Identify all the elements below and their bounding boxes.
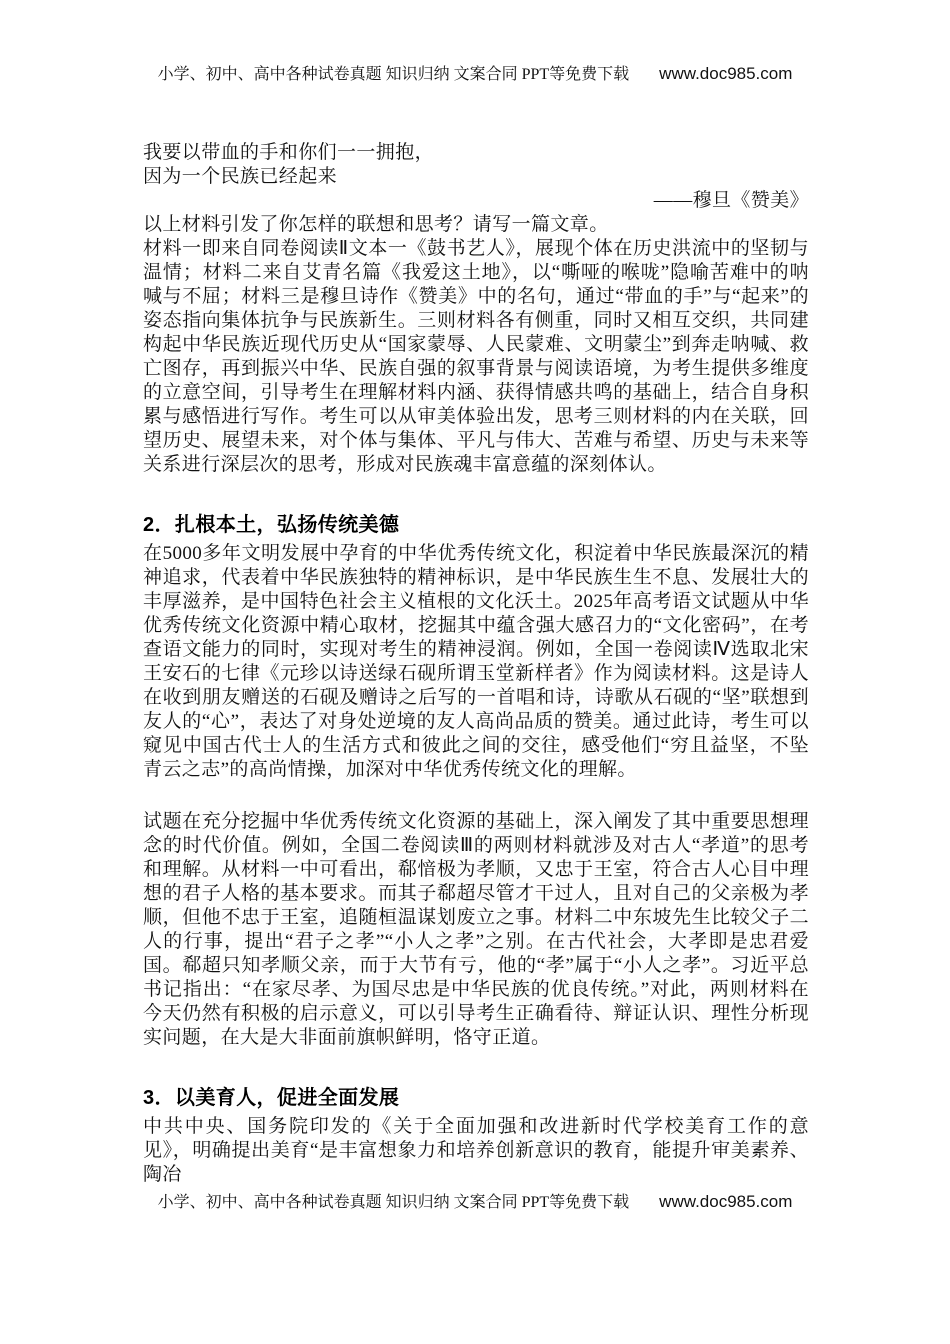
writing-prompt: 以上材料引发了你怎样的联想和思考？请写一篇文章。 [143, 214, 609, 235]
section-2-paragraph-1: 在5000多年文明发展中孕育的中华优秀传统文化，积淀着中华民族最深沉的精神追求，代表着中华民族独特的精神标识，是中华民族生生不息、发展壮大的丰厚滋养，是中国特色社会主义植根的文化沃土。2025年高考语文试题从中华优秀传统文化资源中精心取材，挖掘其中蕴含强大感召力的“文化密码”，在考查语文能力的同时，实现对考生的精神浸润。例如，全国一卷阅读Ⅳ选取北宋王安石的七律《元珍以诗送绿石砚所谓玉堂新样者》作为阅读材料。这是诗人在收到朋友赠送的石砚及赠诗之后写的一首唱和诗，诗歌从石砚的“坚”联想到友人的“心”，表达了对身处逆境的友人高尚品质的赞美。通过此诗，考生可以窥见中国古代士人的生活方式和彼此之间的交往，感受他们“穷且益坚，不坠青云之志”的高尚情操，加深对中华优秀传统文化的理解。 [143, 543, 809, 780]
page-footer [0, 1191, 950, 1213]
header-site-url: www.doc985.com [659, 64, 793, 83]
poem-attribution: ——穆旦《赞美》 [653, 190, 809, 211]
materials-analysis-paragraph: 材料一即来自同卷阅读Ⅱ文本一《鼓书艺人》，展现个体在历史洪流中的坚韧与温情；材料二来自艾青名篇《我爱这土地》，以“嘶哑的喉咙”隐喻苦难中的呐喊与不屈；材料三是穆旦诗作《赞美》中的名句，通过“带血的手”与“起来”的姿态指向集体抗争与民族新生。三则材料各有侧重，同时又相互交织，共同建构起中华民族近现代历史从“国家蒙辱、人民蒙难、文明蒙尘”到奔走呐喊、救亡图存，再到振兴中华、民族自强的叙事背景与阅读语境，为考生提供多维度的立意空间，引导考生在理解材料内涵、获得情感共鸣的基础上，结合自身积累与感悟进行写作。考生可以从审美体验出发，思考三则材料的内在关联，回望历史、展望未来，对个体与集体、平凡与伟大、苦难与希望、历史与未来等关系进行深层次的思考，形成对民族魂丰富意蕴的深刻体认。 [143, 238, 809, 475]
section-2-paragraph-2: 试题在充分挖掘中华优秀传统文化资源的基础上，深入阐发了其中重要思想理念的时代价值。例如，全国二卷阅读Ⅲ的两则材料就涉及对古人“孝道”的思考和理解。从材料一中可看出，郗愔极为孝顺，又忠于王室，符合古人心目中理想的君子人格的基本要求。而其子郗超尽管才干过人，且对自己的父亲极为孝顺，但他不忠于王室，追随桓温谋划废立之事。材料二中东坡先生比较父子二人的行事，提出“君子之孝”“小人之孝”之别。在古代社会，大孝即是忠君爱国。郗超只知孝顺父亲，而于大节有亏，他的“孝”属于“小人之孝”。习近平总书记指出：“在家尽孝、为国尽忠是中华民族的优良传统。”对此，两则材料在今天仍然有积极的启示意义，可以引导考生正确看待、辩证认识、理性分析现实问题，在大是大非面前旗帜鲜明，恪守正道。 [143, 811, 809, 1048]
footer-promo-text: 小学、初中、高中各种试卷真题 知识归纳 文案合同 PPT等免费下载 [157, 1194, 630, 1211]
footer-site-url: www.doc985.com [659, 1192, 793, 1211]
page-header [0, 63, 950, 85]
section-2-heading: 2．扎根本土，弘扬传统美德 [143, 514, 400, 536]
poem-line-2: 因为一个民族已经起来 [143, 166, 338, 187]
header-promo-text: 小学、初中、高中各种试卷真题 知识归纳 文案合同 PPT等免费下载 [157, 66, 630, 83]
section-3-paragraph-1: 中共中央、国务院印发的《关于全面加强和改进新时代学校美育工作的意见》，明确提出美育“是丰富想象力和培养创新意识的教育，能提升审美素养、陶冶 [143, 1116, 809, 1185]
poem-line-1: 我要以带血的手和你们一一拥抱， [143, 142, 435, 163]
section-3-heading: 3．以美育人，促进全面发展 [143, 1087, 400, 1109]
document-body [143, 141, 809, 1187]
